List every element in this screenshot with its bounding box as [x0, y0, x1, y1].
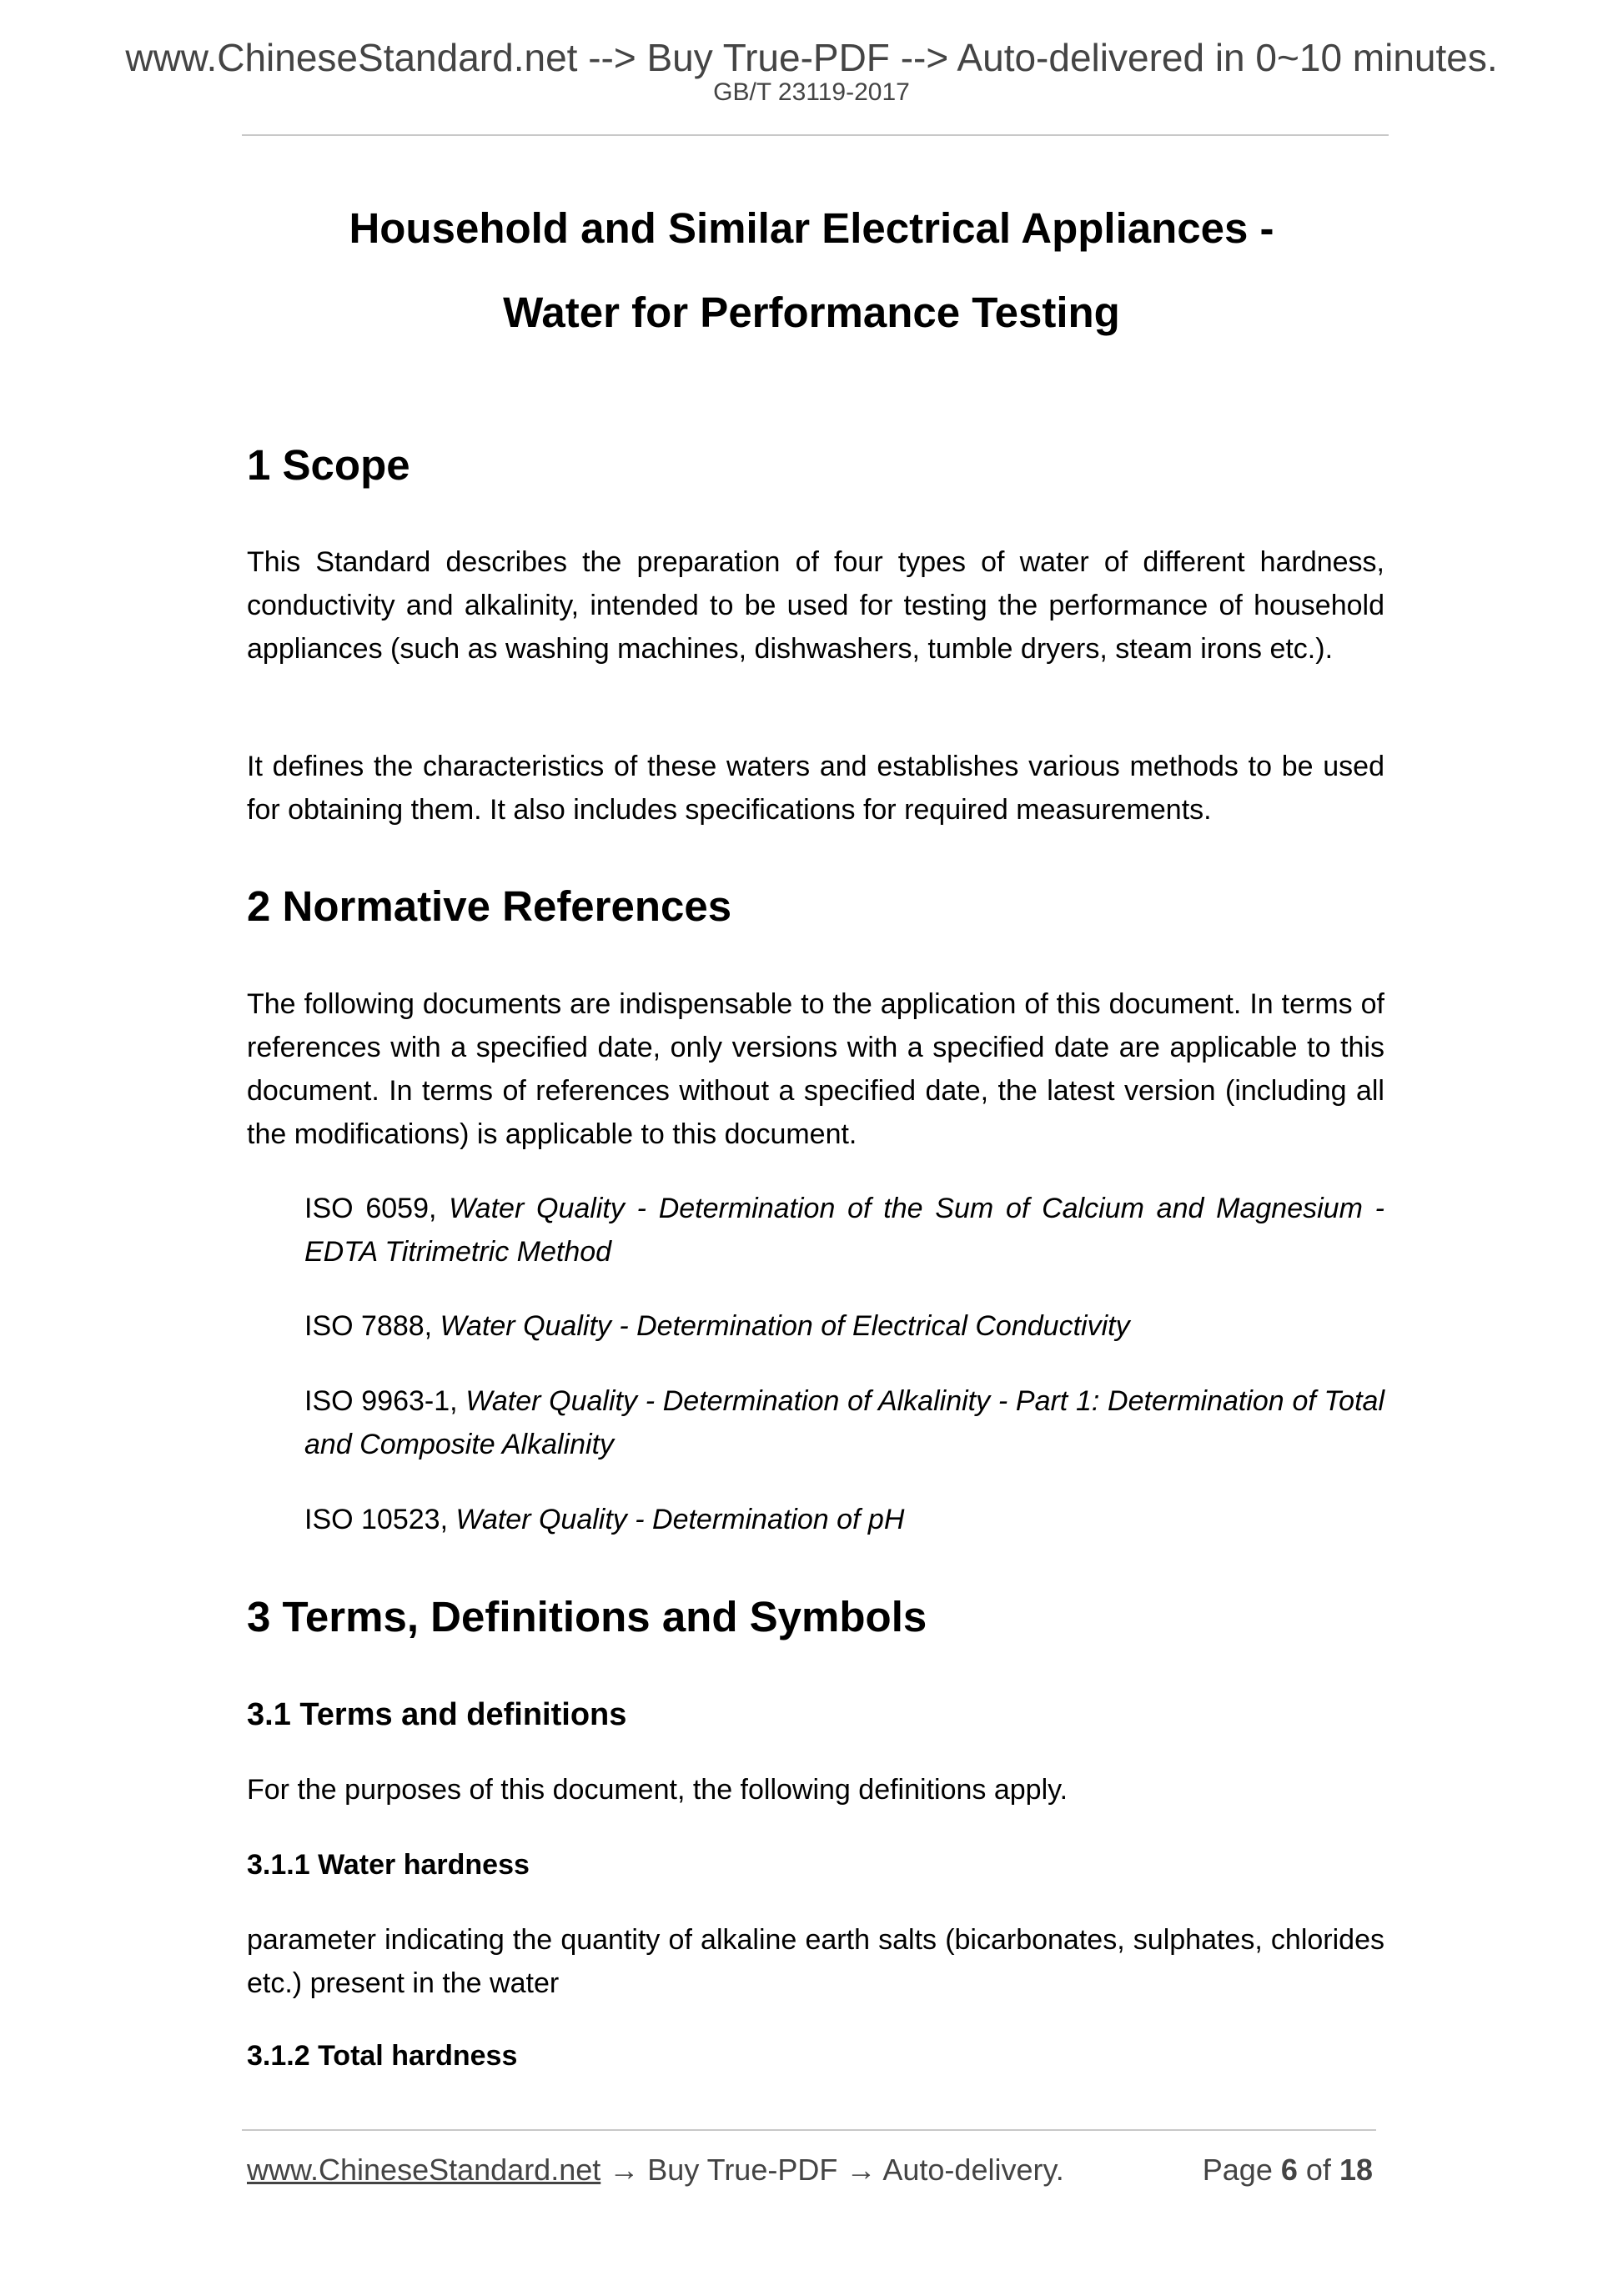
reference-iso-6059	[304, 1187, 1384, 1274]
section-3-heading: 3 Terms, Definitions and Symbols	[247, 1593, 927, 1640]
page-label: Page	[1202, 2153, 1273, 2187]
top-banner[interactable]: www.ChineseStandard.net --> Buy True-PDF --> Auto-delivered in 0~10 minutes.	[125, 36, 1498, 79]
reference-code: ISO 9963-1,	[304, 1385, 458, 1417]
reference-title: Water Quality - Determination of the Sum of Calcium and Magnesium - EDTA Titrimetric Method	[304, 1193, 1384, 1268]
page-current: 6	[1280, 2153, 1298, 2187]
term-total-hardness-heading: 3.1.2 Total hardness	[247, 2040, 518, 2072]
reference-code: ISO 7888,	[304, 1310, 433, 1342]
document-title-line1: Household and Similar Electrical Appliances -	[349, 204, 1274, 252]
reference-title: Water Quality - Determination of pH	[455, 1504, 905, 1535]
arrow-icon: →	[846, 2153, 877, 2187]
reference-title: Water Quality - Determination of Alkalinity - Part 1: Determination of Total and Composite Alkalinity	[304, 1385, 1384, 1460]
document-title-line2: Water for Performance Testing	[503, 289, 1120, 336]
footer-website-link[interactable]: www.ChineseStandard.net	[247, 2153, 601, 2187]
scope-paragraph-2: It defines the characteristics of these waters and establishes various methods to be used for obtaining them. It also includes specifications for required measurements.	[247, 751, 1384, 826]
definitions-intro-paragraph: For the purposes of this document, the following definitions apply.	[247, 1774, 1068, 1806]
page-total: 18	[1339, 2153, 1373, 2187]
reference-title: Water Quality - Determination of Electrical Conductivity	[440, 1310, 1130, 1342]
section-1-heading: 1 Scope	[247, 441, 410, 489]
subsection-3-1-heading: 3.1 Terms and definitions	[247, 1697, 627, 1732]
scope-paragraph-1: This Standard describes the preparation of four types of water of different hardness, conductivity and alkalinity, intended to be used for testing the performance of household appliances (such as washing machines, dishwashers, tumble dryers, steam irons etc.).	[247, 546, 1384, 665]
page-number	[1203, 2155, 1373, 2185]
reference-iso-10523	[304, 1498, 1384, 1541]
term-water-hardness-definition: parameter indicating the quantity of alkaline earth salts (bicarbonates, sulphates, chlorides etc.) present in the water	[247, 1924, 1384, 1999]
normative-paragraph: The following documents are indispensable to the application of this document. In terms of references with a specified date, only versions with a specified date are applicable to this document. In terms of references without a specified date, the latest version (including all the modifications) is applicable to this document.	[247, 988, 1384, 1150]
footer-divider	[242, 2129, 1376, 2131]
section-2-heading: 2 Normative References	[247, 882, 732, 930]
footer-buy-text: Buy True-PDF	[647, 2153, 838, 2187]
reference-code: ISO 10523,	[304, 1504, 449, 1535]
standard-code: GB/T 23119-2017	[713, 78, 910, 106]
page-of: of	[1305, 2153, 1331, 2187]
footer-links	[247, 2155, 1064, 2185]
header-divider	[242, 134, 1389, 136]
reference-iso-9963-1	[304, 1379, 1384, 1466]
footer-delivery-text: Auto-delivery.	[882, 2153, 1064, 2187]
reference-iso-7888	[304, 1304, 1384, 1348]
term-water-hardness-heading: 3.1.1 Water hardness	[247, 1849, 530, 1881]
reference-code: ISO 6059,	[304, 1193, 437, 1224]
arrow-icon: →	[609, 2153, 640, 2187]
